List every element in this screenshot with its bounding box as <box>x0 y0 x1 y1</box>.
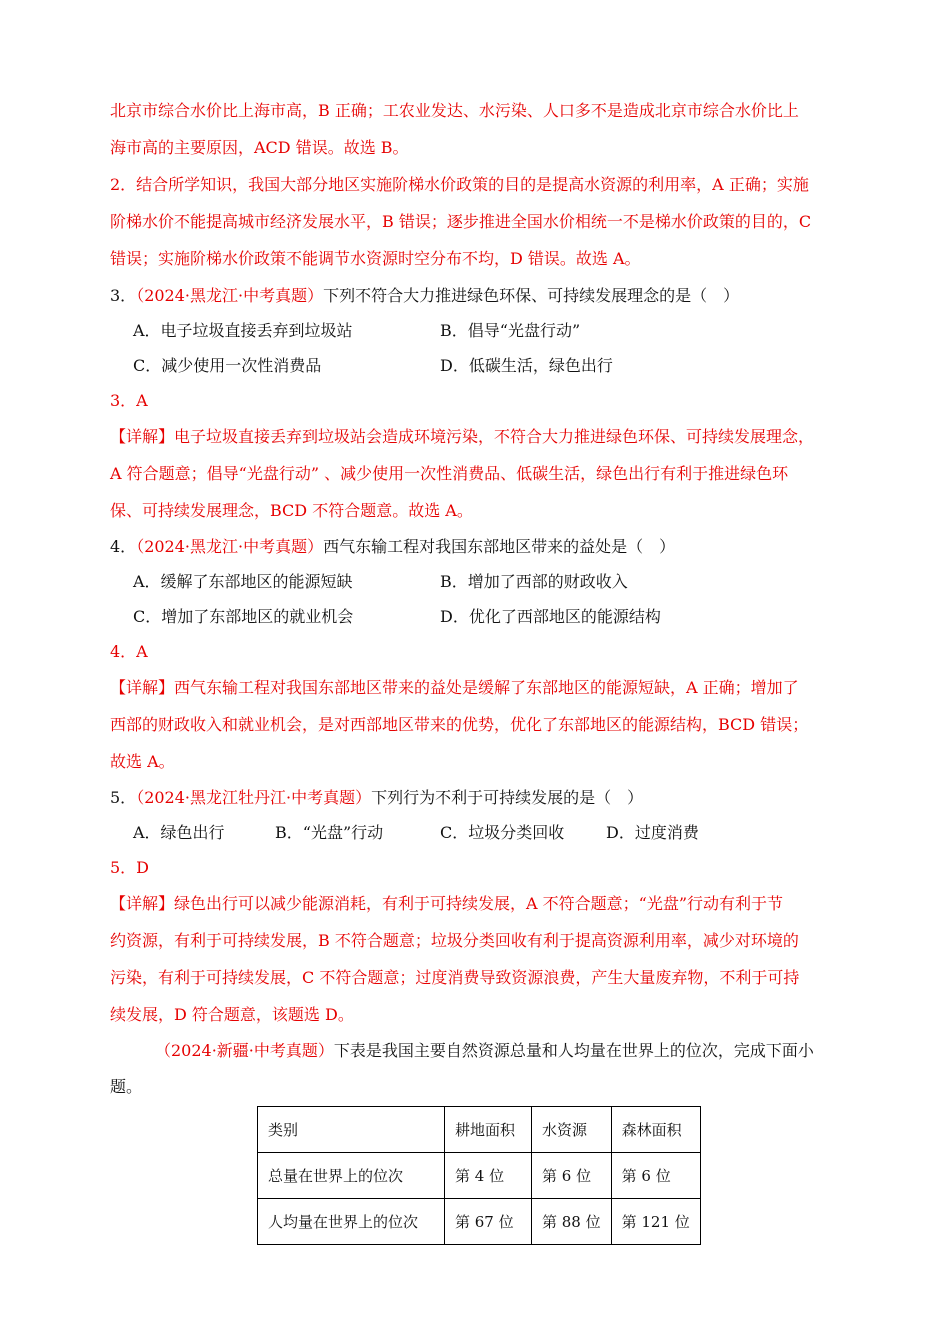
resource-ranking-table <box>257 1106 701 1245</box>
table-header-row <box>258 1107 701 1153</box>
option-a: A．绿色出行 <box>133 823 225 842</box>
question-text: 下列行为不利于可持续发展的是（ ） <box>371 788 644 807</box>
answer-4: 4．A <box>110 642 148 661</box>
question-4-stem <box>110 536 840 558</box>
detail-5-line: 约资源，有利于可持续发展，B 不符合题意；垃圾分类回收有利于提高资源利用率，减少对环境的 <box>110 931 799 950</box>
table-cell: 总量在世界上的位次 <box>258 1153 445 1199</box>
question-number: 4． <box>110 537 137 556</box>
question-source: （2024·黑龙江·中考真题） <box>136 537 324 556</box>
table-header-cell: 水资源 <box>532 1107 612 1153</box>
answer-5: 5．D <box>110 858 150 877</box>
answer-2-text-line: 阶梯水价不能提高城市经济发展水平，B 错误；逐步推进全国水价相统一不是梯水价政策的目的，C <box>110 212 812 231</box>
table-cell: 第 88 位 <box>532 1199 612 1245</box>
detail-label: 【详解】 <box>110 678 175 697</box>
table-header-cell: 类别 <box>258 1107 445 1153</box>
table-intro <box>155 1040 840 1062</box>
answer-1-text-line: 北京市综合水价比上海市高，B 正确；工农业发达、水污染、人口多不是造成北京市综合水价比上 <box>110 101 799 120</box>
detail-text: 绿色出行可以减少能源消耗，有利于可持续发展，A 不符合题意；“光盘”行动有利于节 <box>174 894 784 913</box>
detail-4-line: 故选 A。 <box>110 752 175 771</box>
answer-2-text-line: 错误；实施阶梯水价政策不能调节水资源时空分布不均，D 错误。故选 A。 <box>110 249 641 268</box>
table-header-cell: 森林面积 <box>611 1107 700 1153</box>
question-text: 西气东输工程对我国东部地区带来的益处是（ ） <box>323 537 676 556</box>
detail-text: 电子垃圾直接丢弃到垃圾站会造成环境污染，不符合大力推进绿色环保、可持续发展理念， <box>174 427 815 446</box>
question-source: （2024·黑龙江·中考真题） <box>136 286 324 305</box>
table-intro-cont: 题。 <box>110 1077 143 1096</box>
detail-label: 【详解】 <box>110 427 175 446</box>
table-cell: 第 4 位 <box>445 1153 532 1199</box>
option-d: D．低碳生活，绿色出行 <box>440 356 613 375</box>
table-cell: 第 6 位 <box>611 1153 700 1199</box>
table-row <box>258 1199 701 1245</box>
option-a: A．电子垃圾直接丢弃到垃圾站 <box>133 321 353 340</box>
option-c: C．垃圾分类回收 <box>440 823 565 842</box>
option-a: A．缓解了东部地区的能源短缺 <box>133 572 353 591</box>
option-c: C．减少使用一次性消费品 <box>133 356 322 375</box>
option-b: B．“光盘”行动 <box>275 823 384 842</box>
option-d: D．优化了西部地区的能源结构 <box>440 607 661 626</box>
detail-5-line <box>110 893 840 915</box>
question-source: （2024·黑龙江牡丹江·中考真题） <box>136 788 372 807</box>
detail-5-line: 续发展，D 符合题意，该题选 D。 <box>110 1005 354 1024</box>
detail-3-line: A 符合题意；倡导“光盘行动” 、减少使用一次性消费品、低碳生活，绿色出行有利于推进绿色环 <box>110 464 789 483</box>
option-d: D．过度消费 <box>606 823 699 842</box>
answer-3: 3．A <box>110 391 148 410</box>
detail-text: 西气东输工程对我国东部地区带来的益处是缓解了东部地区的能源短缺，A 正确；增加了 <box>174 678 799 697</box>
detail-label: 【详解】 <box>110 894 175 913</box>
option-c: C．增加了东部地区的就业机会 <box>133 607 354 626</box>
table-row <box>258 1153 701 1199</box>
detail-4-line: 西部的财政收入和就业机会，是对西部地区带来的优势，优化了东部地区的能源结构，BCD 错误； <box>110 715 809 734</box>
question-source: （2024·新疆·中考真题） <box>155 1041 334 1060</box>
intro-text: 下表是我国主要自然资源总量和人均量在世界上的位次，完成下面小 <box>333 1041 814 1060</box>
detail-5-line: 污染，有利于可持续发展，C 不符合题意；过度消费导致资源浪费，产生大量废弃物，不利于可持 <box>110 968 800 987</box>
option-b: B．增加了西部的财政收入 <box>440 572 628 591</box>
question-text: 下列不符合大力推进绿色环保、可持续发展理念的是（ ） <box>323 286 740 305</box>
table-cell: 人均量在世界上的位次 <box>258 1199 445 1245</box>
table-cell: 第 67 位 <box>445 1199 532 1245</box>
detail-4-line <box>110 677 840 699</box>
table-cell: 第 6 位 <box>532 1153 612 1199</box>
table-header-cell: 耕地面积 <box>445 1107 532 1153</box>
answer-1-text-line: 海市高的主要原因，ACD 错误。故选 B。 <box>110 138 409 157</box>
question-number: 5． <box>110 788 137 807</box>
answer-2-text-line: 2．结合所学知识，我国大部分地区实施阶梯水价政策的目的是提高水资源的利用率，A 正确；实施 <box>110 175 809 194</box>
detail-3-line <box>110 426 840 448</box>
table-cell: 第 121 位 <box>611 1199 700 1245</box>
question-3-stem <box>110 285 840 307</box>
option-b: B．倡导“光盘行动” <box>440 321 581 340</box>
question-5-stem <box>110 787 840 809</box>
question-number: 3． <box>110 286 137 305</box>
detail-3-line: 保、可持续发展理念，BCD 不符合题意。故选 A。 <box>110 501 473 520</box>
